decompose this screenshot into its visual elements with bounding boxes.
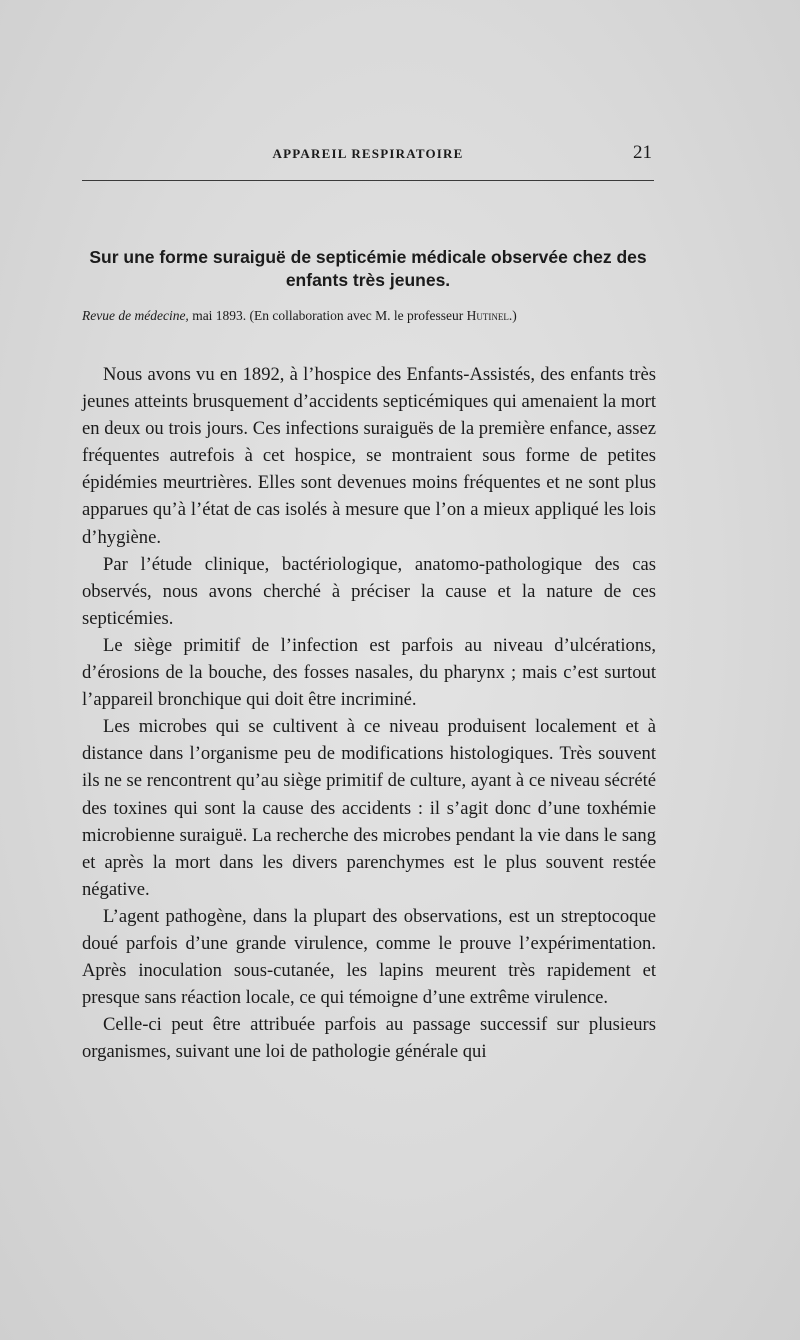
running-head-title: APPAREIL RESPIRATOIRE [272,146,464,161]
paragraph: Nous avons vu en 1892, à l’hospice des Enfants-Assistés, des enfants très jeunes atteints brusquement d’accidents septicémiques qui amenaient la mort en deux ou trois jours. Ces infections suraiguës de la première enfance, assez fréquentes autrefois à cet hospice, se montraient sous forme de petites épidémies meurtrières. Elles sont devenues moins fréquentes et ne sont plus apparues qu’à l’état de cas isolés à mesure que l’on a mieux appliqué les lois d’hygiène. [82,364,656,548]
source-journal: Revue de médecine, [82,308,189,323]
source-details: mai 1893. (En collaboration avec M. le professeur [188,308,467,323]
source-closing: .) [508,308,517,323]
paragraph: Celle-ci peut être attribuée parfois au passage successif sur plusieurs organismes, suivant une loi de pathologie générale qui [82,1014,656,1063]
paragraph: Les microbes qui se cultivent à ce niveau produisent localement et à distance dans l’organisme peu de modifications histologiques. Très souvent ils ne se rencontrent qu’au siège primitif de culture, ayant à ce niveau sécrété des toxines qui sont la cause des accidents : il s’agit donc d’une toxhémie microbienne suraiguë. La recherche des microbes pendant la vie dans le sang et après la mort dans les divers parenchymes est le plus souvent restée négative. [82,716,656,900]
page-number: 21 [633,142,652,163]
article-title: Sur une forme suraiguë de septicémie médicale observée chez des enfants très jeunes. [89,247,647,290]
source-collaborator: Hutinel [466,308,509,323]
running-head [82,140,654,180]
paragraph: Par l’étude clinique, bactériologique, anatomo-pathologique des cas observés, nous avons cherché à préciser la cause et la nature de ces septicémies. [82,553,656,629]
paragraph: L’agent pathogène, dans la plupart des observations, est un streptocoque doué parfois d’une grande virulence, comme le prouve l’expérimentation. Après inoculation sous-cutanée, les lapins meurent très rapidement et presque sans réaction locale, ce qui témoigne d’une extrême virulence. [82,905,656,1009]
article-body [82,361,656,1065]
header-rule [82,180,654,181]
source-citation [82,306,654,326]
paragraph: Le siège primitif de l’infection est parfois au niveau d’ulcérations, d’érosions de la bouche, des fosses nasales, du pharynx ; mais c’est surtout l’appareil bronchique qui doit être incriminé. [82,634,656,711]
